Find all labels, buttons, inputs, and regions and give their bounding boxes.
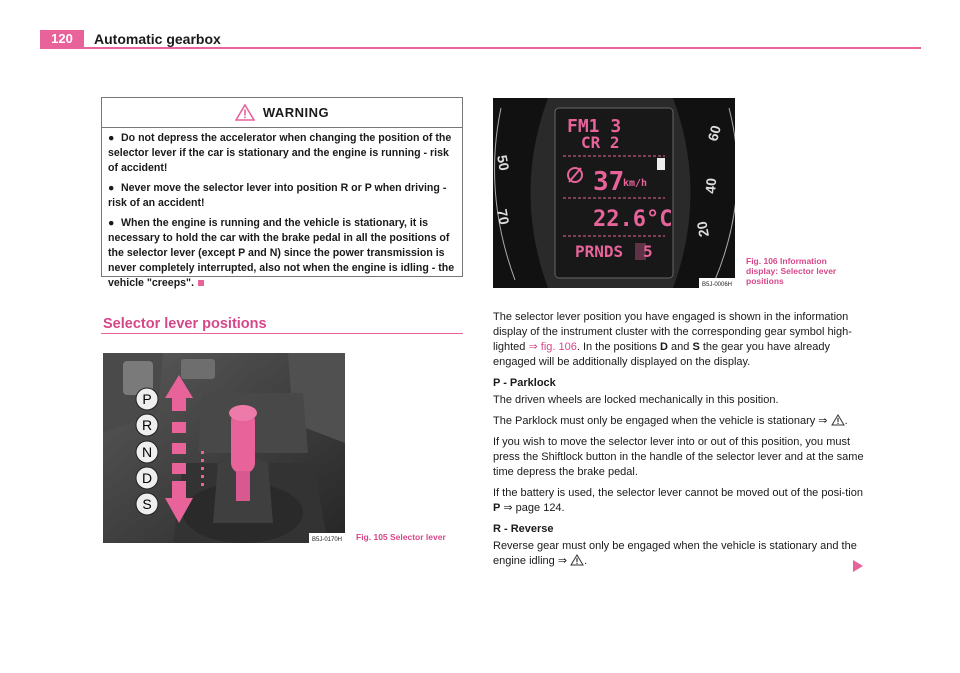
paragraph: [493, 486, 868, 516]
warning-triangle-icon: [235, 104, 255, 121]
display-speed: 37: [593, 167, 625, 197]
text: the gear you have already engaged will be additionally displayed on the display.: [493, 341, 831, 368]
display-speed-unit: km/h: [623, 178, 648, 189]
warning-box: [101, 97, 463, 289]
text: The Parklock must only be engaged when the vehicle is stationary ⇒: [493, 415, 828, 427]
paragraph: If you wish to move the selector lever into or out of this position, you must press the Shiftlock button in the handle of the selector lever and at the same time depress the brake pedal.: [493, 436, 864, 478]
display-radio-line1: FM1 3: [567, 116, 622, 137]
display-gear-positions: PRNDS: [575, 242, 624, 261]
lever-letter-d: D: [141, 470, 153, 486]
text: and: [667, 341, 693, 353]
warning-reference-icon[interactable]: [570, 554, 584, 566]
text: Reverse gear must only be engaged when the vehicle is stationary and the engine idling ⇒: [493, 540, 857, 567]
header-rule: [40, 47, 921, 49]
display-radio-line2: CR 2: [581, 133, 620, 152]
subheading-reverse: R - Reverse: [493, 523, 554, 535]
next-page-arrow-icon[interactable]: [853, 560, 863, 572]
warning-item-text: Do not depress the accelerator when changing the position of the selector lever if the car is stationary and the engine is running - risk of accident!: [108, 132, 452, 174]
figure-code: B5J-0170H: [311, 537, 343, 543]
lever-letter-r: R: [141, 417, 153, 433]
figure-link[interactable]: ⇒ fig. 106: [528, 341, 577, 353]
section-rule: [101, 333, 463, 334]
figure-selector-lever: [103, 353, 345, 543]
warning-label: WARNING: [262, 105, 330, 120]
figure-information-display: [493, 98, 735, 288]
right-dial-label: 60: [704, 123, 724, 143]
page-header-title: Automatic gearbox: [94, 31, 221, 47]
right-dial-label: 40: [702, 177, 720, 195]
text: ⇒ page 124.: [500, 502, 565, 514]
paragraph: The Parklock must only be engaged when the vehicle is stationary ⇒ .: [493, 415, 848, 427]
text-bold: D: [660, 341, 668, 353]
warning-body: [102, 128, 462, 291]
left-dial-label: 50: [494, 153, 513, 172]
warning-item: [108, 216, 456, 291]
bullet-icon: ●: [108, 132, 115, 144]
section-title: Selector lever positions: [103, 316, 267, 332]
left-dial-label: 70: [494, 207, 513, 226]
text-bold: S: [692, 341, 700, 353]
information-display-illustration: [493, 98, 735, 288]
subheading-parklock: P - Parklock: [493, 377, 556, 389]
figure-caption: Fig. 105 Selector lever: [356, 532, 446, 542]
warning-item: [108, 181, 456, 211]
paragraph: Reverse gear must only be engaged when the vehicle is stationary and the engine idling ⇒ .: [493, 540, 857, 567]
text: The selector lever position you have engaged is shown in the information display of the instrument cluster with the corresponding gear symbol high-lighted: [493, 311, 852, 353]
body-text: [493, 310, 868, 575]
lever-letter-p: P: [142, 391, 152, 407]
display-gear-number: 5: [643, 242, 653, 261]
lever-letter-n: N: [141, 444, 153, 460]
lever-letter-s: S: [142, 496, 152, 512]
end-marker-icon: [198, 280, 204, 286]
text: . In the positions: [576, 341, 661, 353]
warning-reference-icon[interactable]: [831, 414, 845, 426]
right-dial-label: 20: [693, 220, 712, 239]
paragraph: The driven wheels are locked mechanically in this position.: [493, 394, 779, 406]
figure-caption: Fig. 106 Information display: Selector lever positions: [746, 256, 837, 286]
warning-item-text: Never move the selector lever into position R or P when driving - risk of an accident!: [108, 182, 447, 209]
warning-item-text: When the engine is running and the vehicle is stationary, it is necessary to hold the car with the brake pedal in all the positions of the selector lever (except P and N) since the power transmission is never completely interrupted, also not when the engine is idling - the vehicle "creeps".: [108, 217, 455, 289]
figure-code: B5J-0006H: [701, 282, 733, 288]
text-bold: P: [493, 502, 501, 514]
text: If the battery is used, the selector lever cannot be moved out of the posi-tion: [493, 487, 863, 499]
display-temperature: 22.6°C: [593, 207, 673, 232]
bullet-icon: ●: [108, 217, 115, 229]
warning-header: [102, 98, 462, 128]
selector-lever-illustration: [103, 353, 345, 543]
info-icon: [657, 158, 665, 170]
bullet-icon: ●: [108, 182, 115, 194]
warning-item: [108, 131, 456, 176]
paragraph: [493, 310, 868, 370]
page-number: 120: [40, 30, 84, 48]
